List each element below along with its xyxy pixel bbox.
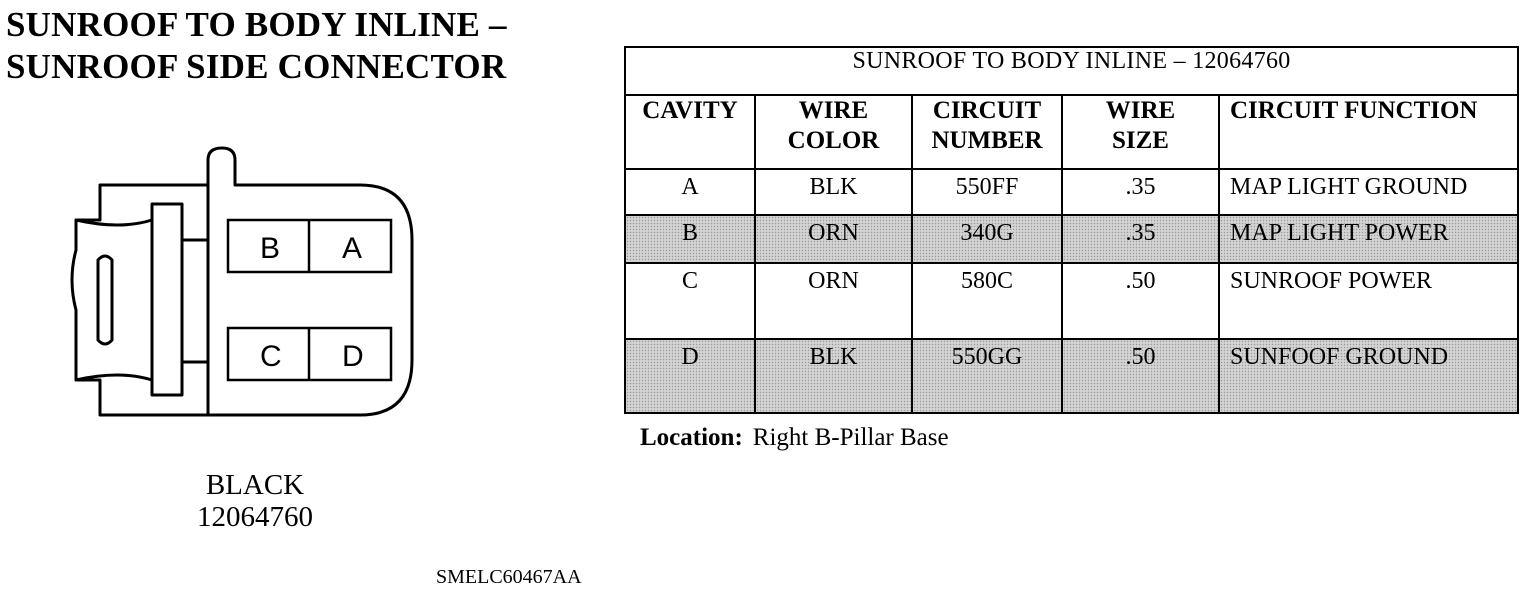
- cell-circuit-number: 580C: [912, 263, 1062, 339]
- header-circuit-number: CIRCUIT NUMBER: [912, 95, 1062, 169]
- title-line-1: SUNROOF TO BODY INLINE –: [6, 5, 507, 44]
- pin-c-label: C: [260, 340, 282, 373]
- connector-part-number: 12064760: [197, 501, 313, 533]
- connector-diagram: [60, 140, 420, 420]
- pin-b-label: B: [260, 232, 281, 265]
- header-cavity: CAVITY: [625, 95, 755, 169]
- location-value: Right B-Pillar Base: [752, 424, 949, 451]
- reference-code: SMELC60467AA: [436, 566, 582, 588]
- pin-d-label: D: [342, 340, 364, 373]
- cell-wire-size: .35: [1062, 169, 1219, 215]
- cell-circuit-number: 340G: [912, 215, 1062, 263]
- table-row: [625, 339, 1518, 413]
- connector-rails: [152, 185, 208, 415]
- cell-circuit-number: 550FF: [912, 169, 1062, 215]
- cell-circuit-number: 550GG: [912, 339, 1062, 413]
- cell-circuit-function: MAP LIGHT POWER: [1219, 215, 1518, 263]
- table-row: [625, 263, 1518, 339]
- pinout-table: [624, 46, 1519, 414]
- location-line: [640, 424, 949, 452]
- cell-cavity: A: [625, 169, 755, 215]
- connector-latch: [76, 220, 152, 380]
- table-header-row: [625, 95, 1518, 169]
- table-row: [625, 215, 1518, 263]
- cell-cavity: C: [625, 263, 755, 339]
- cell-circuit-function: SUNROOF POWER: [1219, 263, 1518, 339]
- page-title: [6, 4, 507, 88]
- cell-wire-color: ORN: [755, 215, 912, 263]
- cell-cavity: B: [625, 215, 755, 263]
- cell-wire-color: BLK: [755, 339, 912, 413]
- header-circuit-function: CIRCUIT FUNCTION: [1219, 95, 1518, 169]
- table-row: [625, 169, 1518, 215]
- cell-circuit-function: MAP LIGHT GROUND: [1219, 169, 1518, 215]
- cell-wire-color: BLK: [755, 169, 912, 215]
- cell-wire-size: .50: [1062, 263, 1219, 339]
- cell-cavity: D: [625, 339, 755, 413]
- header-wire-color: WIRE COLOR: [755, 95, 912, 169]
- title-line-2: SUNROOF SIDE CONNECTOR: [6, 47, 507, 86]
- cell-wire-size: .35: [1062, 215, 1219, 263]
- cell-circuit-function: SUNFOOF GROUND: [1219, 339, 1518, 413]
- header-wire-size: WIRE SIZE: [1062, 95, 1219, 169]
- cell-wire-color: ORN: [755, 263, 912, 339]
- cell-wire-size: .50: [1062, 339, 1219, 413]
- table-title: SUNROOF TO BODY INLINE – 12064760: [625, 47, 1518, 95]
- location-label: Location:: [640, 424, 743, 451]
- pin-a-label: A: [342, 232, 363, 265]
- connector-color: BLACK: [205, 469, 305, 501]
